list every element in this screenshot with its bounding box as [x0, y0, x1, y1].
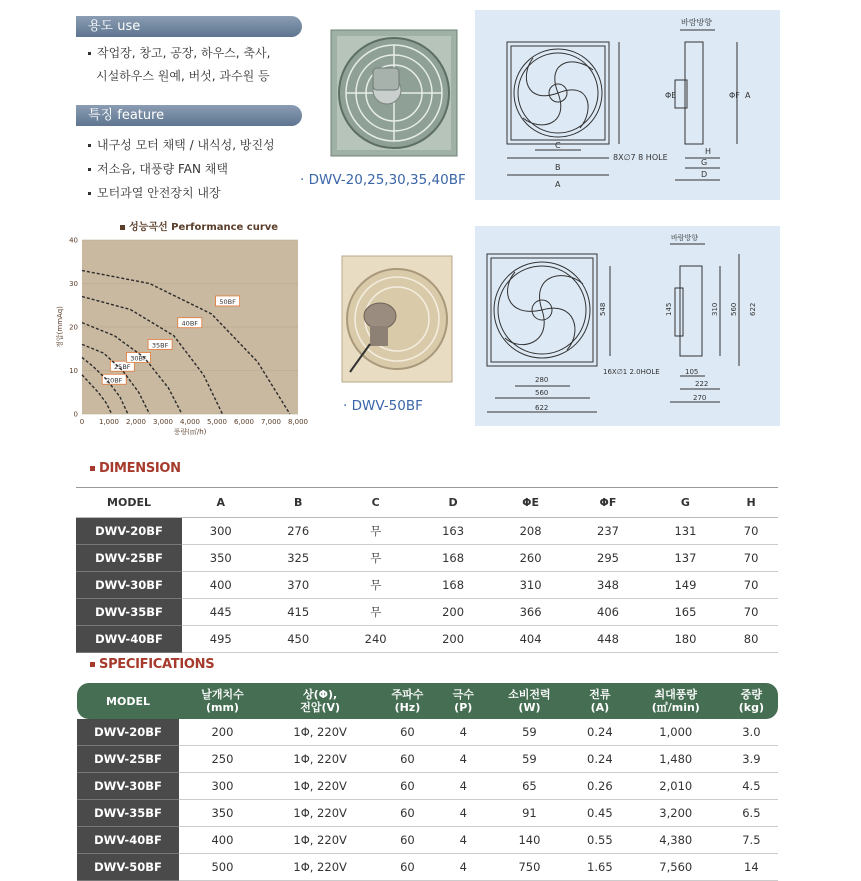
column-header-unit: (P) [454, 701, 473, 714]
table-cell: 250 [179, 746, 266, 773]
table-cell: 0.24 [573, 746, 627, 773]
table-header-row [77, 683, 778, 719]
model-cell: DWV-30BF [77, 773, 179, 800]
column-header: H [724, 488, 778, 518]
hole-note: 16X∅1 2.0HOLE [603, 368, 660, 376]
table-cell: 70 [724, 599, 778, 626]
table-cell: 70 [724, 518, 778, 545]
x-tick-label: 8,000 [287, 418, 309, 426]
x-tick-label: 6,000 [233, 418, 255, 426]
table-cell: 168 [414, 545, 491, 572]
table-row [77, 827, 778, 854]
table-cell: 60 [374, 719, 440, 746]
table-cell: 300 [179, 773, 266, 800]
column-header: D [414, 488, 491, 518]
table-cell: 366 [492, 599, 569, 626]
product-caption: · DWV-20,25,30,35,40BF [300, 172, 466, 188]
column-header [266, 683, 374, 719]
dim-label: G [701, 158, 708, 167]
table-cell: 0.24 [573, 719, 627, 746]
table-cell: 448 [569, 626, 646, 653]
table-header-row [76, 488, 778, 518]
dim-label: B [555, 163, 561, 172]
specifications-table [77, 683, 778, 881]
model-cell: DWV-20BF [77, 719, 179, 746]
bullet-icon [88, 144, 91, 147]
table-cell: 325 [259, 545, 336, 572]
table-cell: 4 [441, 854, 486, 881]
specifications-section-title [90, 657, 214, 672]
table-cell: 60 [374, 827, 440, 854]
table-cell: 260 [492, 545, 569, 572]
table-cell: 445 [182, 599, 259, 626]
table-cell: 200 [414, 626, 491, 653]
table-cell: 0.26 [573, 773, 627, 800]
table-cell: 60 [374, 746, 440, 773]
dim-label: 622 [535, 404, 549, 412]
table-cell: 140 [486, 827, 573, 854]
column-header-line: 최대풍량 [654, 688, 698, 701]
square-icon [90, 466, 95, 471]
dimension-title-text: DIMENSION [99, 461, 181, 476]
table-cell: 7.5 [725, 827, 778, 854]
column-header: A [182, 488, 259, 518]
column-header [77, 683, 179, 719]
dimension-table [76, 487, 778, 653]
dim-label: ΦF [729, 91, 740, 100]
table-cell: 415 [259, 599, 336, 626]
column-header-unit: (Hz) [394, 701, 421, 714]
x-tick-label: 7,000 [260, 418, 282, 426]
table-cell: 3.9 [725, 746, 778, 773]
x-tick-label: 1,000 [98, 418, 120, 426]
series-label: 25BF [114, 363, 131, 372]
table-cell: 348 [569, 572, 646, 599]
column-header: G [647, 488, 724, 518]
use-item-text: 작업장, 창고, 공장, 하우스, 축사, [97, 46, 271, 60]
bullet-icon [88, 192, 91, 195]
table-cell: 495 [182, 626, 259, 653]
table-cell: 1,000 [627, 719, 725, 746]
table-cell: 1Φ, 220V [266, 800, 374, 827]
x-tick-label: 5,000 [206, 418, 228, 426]
table-row [76, 572, 778, 599]
table-cell: 350 [179, 800, 266, 827]
x-axis-label: 풍량(㎥/h) [173, 428, 207, 436]
table-cell: 4 [441, 746, 486, 773]
table-cell: 300 [182, 518, 259, 545]
column-header-unit: 전압(V) [300, 701, 341, 714]
table-cell: 404 [492, 626, 569, 653]
table-cell: 1Φ, 220V [266, 719, 374, 746]
table-row [76, 518, 778, 545]
table-cell: 무 [337, 545, 414, 572]
wind-direction-label: 바람방향 [681, 18, 712, 27]
table-cell: 3,200 [627, 800, 725, 827]
table-cell: 163 [414, 518, 491, 545]
model-cell: DWV-50BF [77, 854, 179, 881]
use-item [96, 67, 270, 84]
feature-item-text: 내구성 모터 채택 / 내식성, 방진성 [97, 138, 275, 152]
column-header: ΦF [569, 488, 646, 518]
table-cell: 450 [259, 626, 336, 653]
table-cell: 180 [647, 626, 724, 653]
column-header: ΦE [492, 488, 569, 518]
product-caption: · DWV-50BF [343, 398, 423, 414]
table-cell: 4 [441, 827, 486, 854]
table-cell: 295 [569, 545, 646, 572]
table-cell: 1,480 [627, 746, 725, 773]
feature-item-text: 저소음, 대풍량 FAN 채택 [97, 162, 228, 176]
table-cell: 무 [337, 518, 414, 545]
column-header-unit: (kg) [738, 701, 764, 714]
dim-label: 560 [535, 389, 549, 397]
use-item [88, 44, 270, 61]
column-header-line: 소비전력 [508, 688, 551, 701]
table-cell: 1Φ, 220V [266, 773, 374, 800]
product-image-bf-series [329, 28, 459, 158]
table-cell: 237 [569, 518, 646, 545]
dim-label: D [701, 170, 708, 179]
column-header-unit: (㎥/min) [651, 701, 700, 714]
column-header: B [259, 488, 336, 518]
bullet-icon [88, 52, 91, 55]
table-row [76, 626, 778, 653]
series-label: 50BF [219, 297, 236, 306]
column-header-unit: (W) [518, 701, 541, 714]
dim-label: H [705, 147, 712, 156]
hole-note: 8X∅7 8 HOLE [613, 153, 668, 162]
series-label: 30BF [130, 354, 147, 363]
y-tick-label: 20 [69, 323, 78, 332]
table-cell: 137 [647, 545, 724, 572]
table-cell: 65 [486, 773, 573, 800]
table-cell: 165 [647, 599, 724, 626]
table-cell: 168 [414, 572, 491, 599]
feature-item [88, 136, 275, 153]
model-cell: DWV-35BF [77, 800, 179, 827]
table-cell: 80 [724, 626, 778, 653]
table-row [76, 599, 778, 626]
table-row [77, 746, 778, 773]
y-axis-label: 정압(mmAq) [56, 306, 64, 348]
column-header-line: 상(Φ), [303, 688, 338, 701]
table-cell: 1.65 [573, 854, 627, 881]
column-header-line: 전류 [589, 688, 611, 701]
feature-item-text: 모터과열 안전장치 내장 [97, 186, 221, 200]
column-header-unit: (A) [590, 701, 610, 714]
table-cell: 60 [374, 773, 440, 800]
model-cell: DWV-20BF [76, 518, 182, 545]
bullet-icon [88, 168, 91, 171]
table-cell: 1Φ, 220V [266, 746, 374, 773]
table-cell: 1Φ, 220V [266, 827, 374, 854]
table-row [76, 545, 778, 572]
dimension-drawing-bf-series [475, 10, 780, 200]
table-cell: 0.45 [573, 800, 627, 827]
column-header: MODEL [76, 488, 182, 518]
table-cell: 400 [179, 827, 266, 854]
column-header [486, 683, 573, 719]
table-row [77, 773, 778, 800]
model-cell: DWV-25BF [76, 545, 182, 572]
dim-label: 105 [685, 368, 699, 376]
table-cell: 3.0 [725, 719, 778, 746]
table-cell: 0.55 [573, 827, 627, 854]
dim-label: A [745, 91, 751, 100]
table-cell: 276 [259, 518, 336, 545]
dimension-section-title [90, 461, 181, 476]
model-cell: DWV-40BF [76, 626, 182, 653]
table-cell: 350 [182, 545, 259, 572]
x-tick-label: 3,000 [152, 418, 174, 426]
table-cell: 1Φ, 220V [266, 854, 374, 881]
column-header [374, 683, 440, 719]
dim-label: 310 [711, 302, 719, 316]
dim-label: 548 [599, 302, 607, 316]
column-header [179, 683, 266, 719]
column-header [441, 683, 486, 719]
dim-label: 622 [749, 302, 757, 316]
table-cell: 4,380 [627, 827, 725, 854]
table-cell: 208 [492, 518, 569, 545]
dim-label: A [555, 180, 561, 189]
feature-heading: 특징 feature [76, 105, 302, 126]
table-cell: 60 [374, 854, 440, 881]
series-label: 35BF [151, 341, 169, 350]
x-tick-label: 4,000 [179, 418, 201, 426]
table-cell: 무 [337, 599, 414, 626]
column-header-line: 주파수 [391, 688, 424, 701]
table-cell: 91 [486, 800, 573, 827]
table-cell: 131 [647, 518, 724, 545]
column-header-line: 날개치수 [201, 688, 244, 701]
table-cell: 70 [724, 572, 778, 599]
table-row [77, 719, 778, 746]
table-cell: 406 [569, 599, 646, 626]
table-cell: 200 [414, 599, 491, 626]
table-cell: 200 [179, 719, 266, 746]
chart-title-text: 성능곡선 Performance curve [129, 222, 279, 233]
specifications-title-text: SPECIFICATIONS [99, 657, 215, 672]
dim-label: 145 [665, 302, 673, 316]
y-tick-label: 40 [69, 236, 78, 245]
performance-chart [50, 228, 310, 438]
table-cell: 60 [374, 800, 440, 827]
column-header [627, 683, 725, 719]
column-header-unit: (mm) [205, 701, 239, 714]
table-cell: 310 [492, 572, 569, 599]
table-cell: 59 [486, 746, 573, 773]
dimension-drawing-50bf [475, 226, 780, 426]
dim-label: C [555, 141, 561, 150]
x-tick-label: 0 [79, 418, 85, 426]
table-row [77, 800, 778, 827]
model-cell: DWV-35BF [76, 599, 182, 626]
table-cell: 240 [337, 626, 414, 653]
y-tick-label: 0 [73, 410, 78, 419]
column-header [725, 683, 778, 719]
table-cell: 4 [441, 800, 486, 827]
dim-label: 280 [535, 376, 549, 384]
y-tick-label: 10 [69, 367, 78, 375]
column-header-line: 중량 [740, 688, 762, 701]
table-cell: 70 [724, 545, 778, 572]
column-header-line: MODEL [106, 694, 150, 708]
table-cell: 2,010 [627, 773, 725, 800]
table-cell: 14 [725, 854, 778, 881]
wind-direction-label: 바람방향 [671, 234, 699, 242]
table-cell: 500 [179, 854, 266, 881]
model-cell: DWV-30BF [76, 572, 182, 599]
column-header: C [337, 488, 414, 518]
series-label: 40BF [181, 319, 199, 328]
dim-label: ΦE [665, 91, 677, 100]
model-cell: DWV-25BF [77, 746, 179, 773]
y-tick-label: 30 [69, 280, 78, 288]
table-cell: 무 [337, 572, 414, 599]
use-item-text: 시설하우스 원예, 버섯, 과수원 등 [96, 69, 270, 83]
series-label: 20BF [105, 376, 123, 385]
column-header [573, 683, 627, 719]
table-cell: 400 [182, 572, 259, 599]
table-cell: 4 [441, 719, 486, 746]
table-cell: 59 [486, 719, 573, 746]
dim-label: 222 [695, 380, 709, 388]
table-row [77, 854, 778, 881]
x-tick-label: 2,000 [125, 418, 147, 426]
table-cell: 750 [486, 854, 573, 881]
feature-item [88, 184, 221, 201]
table-cell: 7,560 [627, 854, 725, 881]
table-cell: 6.5 [725, 800, 778, 827]
use-heading: 용도 use [76, 16, 302, 37]
table-cell: 370 [259, 572, 336, 599]
column-header-line: 극수 [452, 688, 474, 701]
feature-item [88, 160, 228, 177]
table-cell: 149 [647, 572, 724, 599]
table-cell: 4.5 [725, 773, 778, 800]
dim-label: 270 [693, 394, 707, 402]
model-cell: DWV-40BF [77, 827, 179, 854]
product-image-50bf [340, 254, 454, 384]
dim-label: 560 [730, 302, 738, 316]
square-icon [90, 662, 95, 667]
table-cell: 4 [441, 773, 486, 800]
